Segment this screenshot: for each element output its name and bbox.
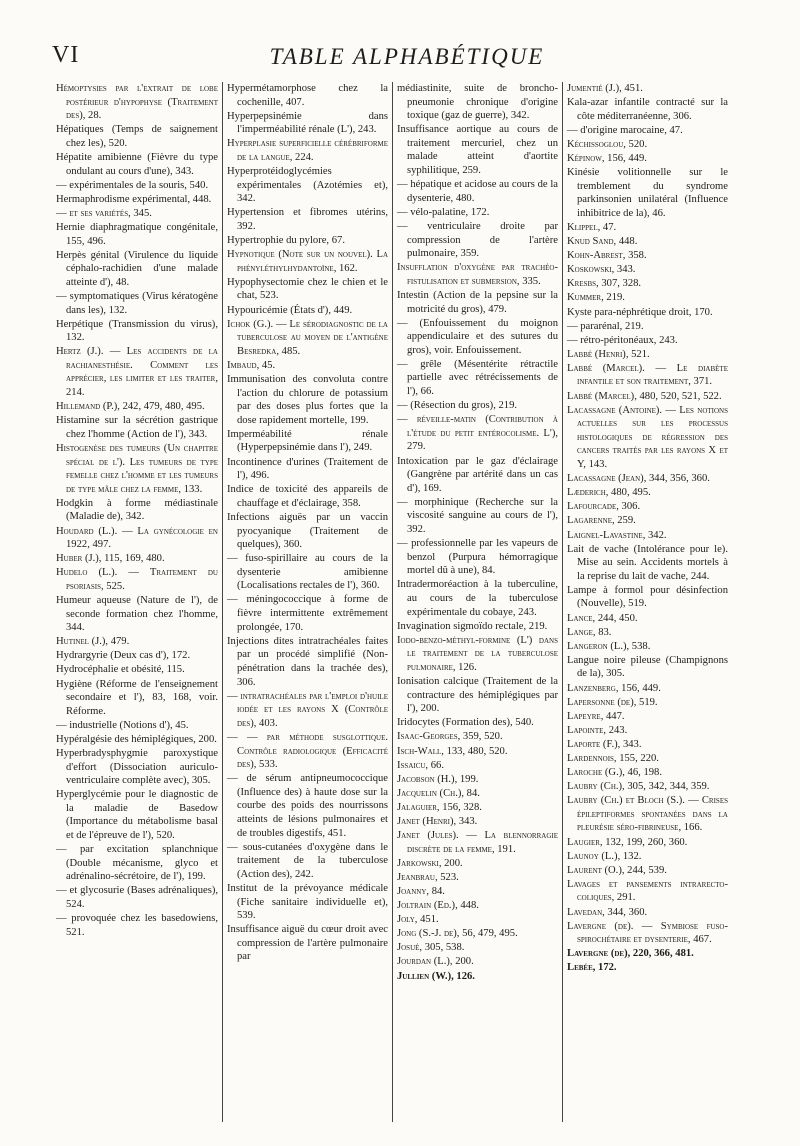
- index-entry: Intestin (Action de la pepsine sur la motricité du gros), 479.: [397, 289, 558, 315]
- index-entry: Herpès génital (Virulence du liquide céphalo-rachidien d'une malade atteinte d'), 48.: [56, 249, 218, 288]
- index-entry: — sous-cutanées d'oxygène dans le traitement de la tuberculose (Action des), 242.: [227, 841, 388, 880]
- index-entry: Ionisation calcique (Traitement de la contracture des hémiplégiques par l'), 200.: [397, 676, 558, 715]
- index-entry: Labbé (Marcel). — Le diabète infantile et son traitement, 371.: [567, 362, 728, 388]
- index-entry: Lavages et pansements intrarecto-coliques, 291.: [567, 878, 728, 904]
- index-columns: [52, 82, 762, 1122]
- index-entry: Jourdan (L.), 200.: [397, 956, 474, 968]
- index-entry: Janet (Jules). — La blennorragie discrète de la femme, 191.: [397, 830, 558, 855]
- index-entry: — réveille-matin (Contribution à l'étude du petit entérocolisme. L'), 279.: [397, 414, 558, 453]
- index-entry: — hépatique et acidose au cours de la dysenterie, 480.: [397, 179, 558, 204]
- index-entry: Lebée, 172.: [567, 962, 617, 974]
- index-entry: Jumentié (J.), 451.: [567, 83, 643, 94]
- index-column-3: [392, 82, 562, 1122]
- index-entry: Institut de la prévoyance médicale (Fiche sanitaire individuelle et), 539.: [227, 882, 388, 922]
- index-entry: — (Enfouissement du moignon appendiculaire et des sutures du gros), voir. Enfouissement.: [397, 317, 558, 356]
- index-entry: — industrielle (Notions d'), 45.: [56, 719, 189, 731]
- index-entry: Képinow, 156, 449.: [567, 152, 647, 164]
- index-column-2: [222, 82, 392, 1122]
- index-entry: Iridocytes (Formation des), 540.: [397, 717, 534, 729]
- index-entry: Laignel-Lavastine, 342.: [567, 529, 667, 541]
- index-column-4: [562, 82, 732, 1122]
- index-entry: Issaicu, 66.: [397, 759, 444, 771]
- index-entry: Lapersonne (de), 519.: [567, 696, 658, 708]
- index-entry: Lapointe, 243.: [567, 724, 628, 736]
- index-entry: Lampe à formol pour désinfection (Nouvelle), 519.: [567, 584, 728, 610]
- index-entry: Jacquelin (Ch.), 84.: [397, 787, 480, 799]
- index-entry: Histamine sur la sécrétion gastrique chez l'homme (Action de l'), 343.: [56, 415, 218, 440]
- index-entry: — — par méthode susglottique. Contrôle radiologique (Efficacité des), 533.: [227, 731, 388, 771]
- index-entry: Laubry (Ch.) et Bloch (S.). — Crises épileptiformes spontanées dans la pleurésie séro-fibrineuse, 166.: [567, 795, 728, 834]
- index-entry: — méningococcique à forme de fièvre intermittente extrêmement prolongée, 170.: [227, 594, 388, 633]
- index-entry: Hutinel (J.), 479.: [56, 636, 130, 648]
- index-entry: Labbé (Marcel), 480, 520, 521, 522.: [567, 390, 722, 402]
- index-entry: Lanzenberg, 156, 449.: [567, 682, 661, 694]
- index-entry: Hépatite amibienne (Fièvre du type ondulant au cours d'une), 343.: [56, 151, 218, 177]
- index-entry: Laroche (G.), 46, 198.: [567, 767, 662, 779]
- index-entry: Lavergne (de), 220, 366, 481.: [567, 948, 694, 960]
- index-entry: Laporte (F.), 343.: [567, 738, 642, 750]
- index-entry: Laugier, 132, 199, 260, 360.: [567, 836, 688, 848]
- index-entry: — pararénal, 219.: [567, 320, 644, 332]
- index-entry: Invagination sigmoïdo rectale, 219.: [397, 620, 548, 632]
- index-entry: — (Résection du gros), 219.: [397, 400, 518, 412]
- index-entry: Hydrargyrie (Deux cas d'), 172.: [56, 650, 191, 662]
- page-header: [52, 42, 762, 72]
- index-entry: Kyste para-néphrétique droit, 170.: [567, 306, 713, 318]
- index-entry: Intradermoréaction à la tuberculine, au cours de la tuberculose expérimentale du cobaye, 243.: [397, 579, 558, 618]
- index-entry: Koskowski, 343.: [567, 264, 636, 276]
- index-entry: Lafourcade, 306.: [567, 501, 641, 513]
- index-entry: — intratrachéales par l'emploi d'huile iodée et les rayons X (Contrôle des), 403.: [227, 690, 388, 729]
- index-entry: Kala-azar infantile contracté sur la côte méditerranéenne, 306.: [567, 97, 728, 122]
- index-entry: Hypermétamorphose chez la cochenille, 407.: [227, 83, 388, 108]
- index-entry: Immunisation des convoluta contre l'action du chlorure de potassium par des doses plus fortes que la dose rapidement mortelle, 199.: [227, 373, 388, 426]
- index-entry: Lapeyre, 447.: [567, 710, 625, 722]
- index-entry: — d'origine marocaine, 47.: [567, 124, 683, 136]
- index-entry: Hyperplasie superficielle cérébriforme de la langue, 224.: [227, 138, 388, 163]
- index-entry: Labbé (Henri), 521.: [567, 348, 650, 360]
- index-entry: Insuffisance aiguë du cœur droit avec compression de l'artère pulmonaire par: [227, 924, 388, 963]
- index-entry: Hygiène (Réforme de l'enseignement secondaire et l'), 83, 168, voir. Réforme.: [56, 678, 218, 717]
- index-entry: Hypertension et fibromes utérins, 392.: [227, 207, 388, 232]
- index-entry: Hypnotique (Note sur un nouvel). La phényléthylhydantoïne, 162.: [227, 249, 388, 274]
- index-entry: Josué, 305, 538.: [397, 942, 465, 954]
- index-entry: Infections aiguës par un vaccin pyocyanique (Traitement de quelques), 360.: [227, 511, 388, 551]
- index-entry: Jacobson (H.), 199.: [397, 773, 479, 785]
- index-entry: — vélo-palatine, 172.: [397, 206, 490, 218]
- index-entry: Hernie diaphragmatique congénitale, 155, 496.: [56, 221, 218, 247]
- index-entry: Jullien (W.), 126.: [397, 970, 475, 982]
- index-entry: Isch-Wall, 133, 480, 520.: [397, 745, 508, 757]
- index-entry: Hyperprotéidoglycémies expérimentales (Azotémies et), 342.: [227, 166, 388, 205]
- index-entry: Isaac-Georges, 359, 520.: [397, 731, 503, 743]
- index-entry: Hyperbradysphygmie paroxystique d'effort (Dissociation auriculo-ventriculaire complète avec), 305.: [56, 748, 218, 787]
- index-entry: Lange, 83.: [567, 626, 612, 638]
- index-entry: Knud Sand, 448.: [567, 236, 638, 248]
- index-entry: Insuffisance aortique au cours de traitement mercuriel, chez un malade atteint d'aortite syphilitique, 259.: [397, 124, 558, 177]
- index-entry: Lavedan, 344, 360.: [567, 906, 648, 918]
- index-entry: — par excitation splanchnique (Double mécanisme, glyco et adrénalino-sécrétoire, de l'), 199.: [56, 844, 218, 883]
- index-entry: Kummer, 219.: [567, 292, 625, 304]
- index-entry: — et glycosurie (Bases adrénaliques), 524.: [56, 885, 218, 911]
- index-column-1: [52, 82, 222, 1122]
- index-entry: Iodo-benzo-méthyl-formine (L') dans le traitement de la tuberculose pulmonaire, 126.: [397, 634, 558, 673]
- index-entry: Jarkowski, 200.: [397, 857, 463, 869]
- index-entry: Hodgkin à forme médiastinale (Maladie de), 342.: [56, 497, 218, 523]
- index-entry: Hyperglycémie pour le diagnostic de la maladie de Basedow (Importance du métabolisme basal et de l'épreuve de l'), 520.: [56, 789, 218, 842]
- index-entry: Lance, 244, 450.: [567, 612, 638, 624]
- index-entry: — expérimentales de la souris, 540.: [56, 179, 209, 191]
- index-entry: Imbaud, 45.: [227, 359, 276, 371]
- index-entry: — rétro-péritonéaux, 243.: [567, 334, 678, 346]
- index-entry: Klippel, 47.: [567, 221, 617, 233]
- index-entry: Kresbs, 307, 328.: [567, 278, 642, 290]
- index-entry: Kinésie volitionnelle sur le tremblement du syndrome parkinsonien unilatéral (Influence inhibitrice de la), 46.: [567, 167, 728, 219]
- index-entry: Houdard (L.). — La gynécologie en 1922, 497.: [56, 525, 218, 551]
- index-entry: Hypéralgésie des hémiplégiques, 200.: [56, 733, 217, 745]
- index-entry: médiastinite, suite de broncho-pneumonie chronique d'origine toxique (gaz de guerre), 342.: [397, 83, 558, 122]
- index-entry: — ventriculaire droite par compression de l'artère pulmonaire, 359.: [397, 220, 558, 260]
- index-entry: Læderich, 480, 495.: [567, 487, 651, 499]
- index-entry: Hypertrophie du pylore, 67.: [227, 235, 345, 247]
- index-entry: Herpétique (Transmission du virus), 132.: [56, 318, 218, 344]
- index-entry: Ichok (G.). — Le sérodiagnostic de la tuberculose au moyen de l'antigène Besredka, 485.: [227, 318, 388, 357]
- index-entry: Hyperpepsinémie dans l'imperméabilité rénale (L'), 243.: [227, 110, 388, 136]
- index-entry: Hydrocéphalie et obésité, 115.: [56, 664, 185, 676]
- index-entry: — professionnelle par les vapeurs de benzol (Purpura hémorragique mortel dû à une), 84.: [397, 538, 558, 577]
- index-entry: Hermaphrodisme expérimental, 448.: [56, 193, 212, 205]
- index-entry: Huber (J.), 115, 169, 480.: [56, 553, 165, 565]
- index-entry: Launoy (L.), 132.: [567, 850, 642, 862]
- index-entry: Insufflation d'oxygène par trachéo-fistulisation et submersion, 335.: [397, 262, 558, 287]
- index-entry: Imperméabilité rénale (Hyperpepsinémie dans l'), 249.: [227, 428, 388, 454]
- index-entry: Hillemand (P.), 242, 479, 480, 495.: [56, 401, 205, 413]
- index-entry: Hépatiques (Temps de saignement chez les), 520.: [56, 124, 218, 149]
- index-entry: Lait de vache (Intolérance pour le). Mise au sein. Accidents mortels à la reprise du lait de vache, 244.: [567, 543, 728, 582]
- index-entry: Jeanbrau, 523.: [397, 871, 459, 883]
- index-entry: Lacassagne (Jean), 344, 356, 360.: [567, 473, 710, 485]
- index-entry: Intoxication par le gaz d'éclairage (Gangrène par artérité dans un cas d'), 169.: [397, 455, 558, 494]
- index-entry: Laubry (Ch.), 305, 342, 344, 359.: [567, 781, 710, 793]
- index-entry: Hypophysectomie chez le chien et le chat, 523.: [227, 276, 388, 302]
- index-entry: Lacassagne (Antoine). — Les notions actuelles sur les processus histologiques de régression des cancers traités par les rayons X et Y, 143.: [567, 404, 728, 471]
- index-entry: Lagarenne, 259.: [567, 515, 636, 527]
- index-entry: — de sérum antipneumococcique (Influence des) à haute dose sur la courbe des poids des nourrissons atteints de lésions pulmonaires et de troubles digestifs, 451.: [227, 773, 388, 839]
- index-entry: — provoquée chez les basedowiens, 521.: [56, 913, 218, 938]
- index-entry: — morphinique (Recherche sur la viscosité sanguine au cours de l'), 392.: [397, 496, 558, 535]
- index-entry: Joanny, 84.: [397, 885, 445, 897]
- index-entry: — grêle (Mésentérite rétractile partielle avec rétrécissements de l'), 66.: [397, 358, 558, 398]
- index-entry: Hertz (J.). — Les accidents de la rachianesthésie. Comment les apprécier, les limiter et les traiter, 214.: [56, 346, 218, 399]
- index-entry: Joly, 451.: [397, 914, 439, 926]
- index-entry: Kéchissoglou, 520.: [567, 138, 648, 150]
- page-number: VI: [52, 42, 80, 68]
- index-entry: Lardennois, 155, 220.: [567, 753, 659, 764]
- index-entry: Injections dites intratrachéales faites par un procédé simplifié (Non-pénétration dans la trachée des), 306.: [227, 635, 388, 688]
- index-entry: Langeron (L.), 538.: [567, 640, 651, 652]
- index-entry: — fuso-spirillaire au cours de la dysenterie amibienne (Localisations rectales de l'), 360.: [227, 553, 388, 592]
- index-entry: Kohn-Abrest, 358.: [567, 250, 647, 262]
- index-entry: Laurent (O.), 244, 539.: [567, 864, 667, 876]
- index-entry: Hémoptysies par l'extrait de lobe postérieur d'hypophyse (Traitement des), 28.: [56, 83, 218, 122]
- index-entry: Humeur aqueuse (Nature de l'), de seconde formation chez l'homme, 344.: [56, 594, 218, 634]
- index-entry: Lavergne (de). — Symbiose fuso-spirochétaire et dysenterie, 467.: [567, 920, 728, 946]
- index-entry: Jalaguier, 156, 328.: [397, 801, 482, 813]
- index-entry: Janet (Henri), 343.: [397, 815, 478, 827]
- index-entry: — symptomatiques (Virus kératogène dans les), 132.: [56, 290, 218, 316]
- index-entry: Joltrain (Ed.), 448.: [397, 900, 479, 912]
- index-entry: Jong (S.-J. de), 56, 479, 495.: [397, 928, 518, 940]
- index-entry: Hypouricémie (États d'), 449.: [227, 304, 353, 316]
- index-entry: Hudelo (L.). — Traitement du psoriasis, 525.: [56, 567, 218, 592]
- index-entry: — et ses variétés, 345.: [56, 207, 152, 219]
- index-entry: Histogenèse des tumeurs (Un chapitre spécial de l'). Les tumeurs de type femelle chez l'homme et les tumeurs de type mâle chez la femme, 133.: [56, 442, 218, 495]
- index-entry: Incontinence d'urines (Traitement de l'), 496.: [227, 456, 388, 482]
- index-entry: Indice de toxicité des appareils de chauffage et d'éclairage, 358.: [227, 484, 388, 509]
- page-title: TABLE ALPHABÉTIQUE: [269, 44, 545, 69]
- index-entry: Langue noire pileuse (Champignons de la), 305.: [567, 654, 728, 680]
